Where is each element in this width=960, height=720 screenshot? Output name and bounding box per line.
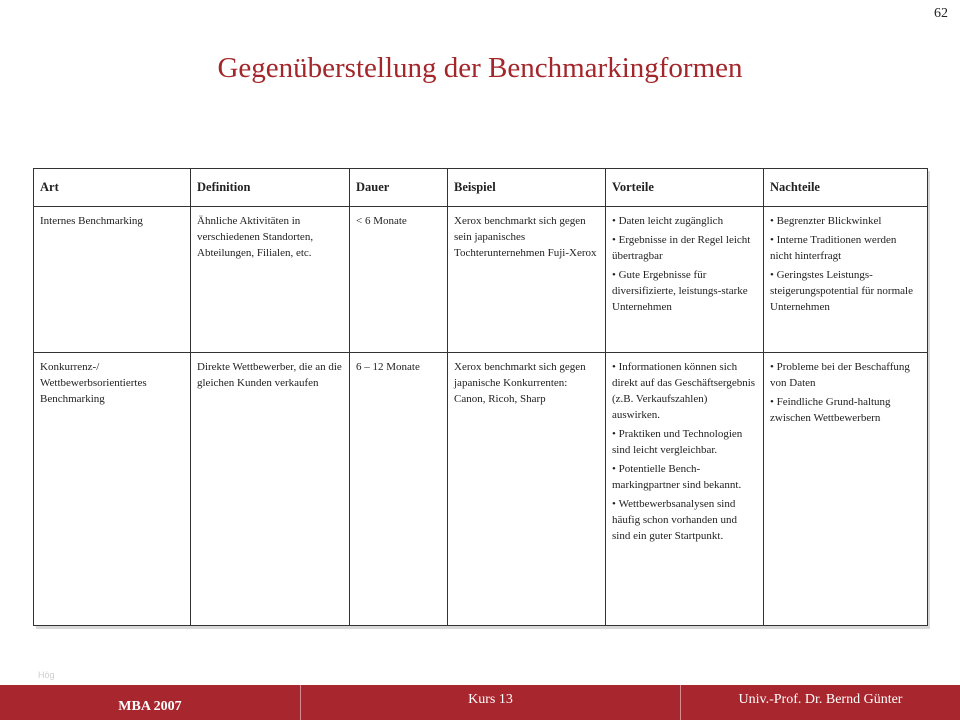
- list-item: • Interne Traditionen werden nicht hinterfragt: [770, 232, 921, 264]
- list-item: • Begrenzter Blickwinkel: [770, 213, 921, 229]
- vorteile-list: [612, 213, 757, 315]
- list-item: • Gute Ergebnisse für diversifizierte, leistungs-starke Unternehmen: [612, 267, 757, 315]
- header-nachteile: Nachteile: [764, 169, 928, 207]
- footer-author: Univ.-Prof. Dr. Bernd Günter: [680, 685, 960, 720]
- cell-nachteile: [764, 352, 928, 626]
- cell-dauer: < 6 Monate: [350, 207, 448, 353]
- cell-dauer: 6 – 12 Monate: [350, 352, 448, 626]
- list-item: • Probleme bei der Beschaffung von Daten: [770, 359, 921, 391]
- cell-definition: Ähnliche Aktivitäten in verschiedenen Standorten, Abteilungen, Filialen, etc.: [191, 207, 350, 353]
- table-row: [34, 207, 928, 353]
- list-item: • Informationen können sich direkt auf das Geschäftsergebnis (z.B. Verkaufszahlen) auswirken.: [612, 359, 757, 423]
- watermark: Hög: [38, 670, 55, 680]
- header-dauer: Dauer: [350, 169, 448, 207]
- footer-bar: [0, 685, 960, 720]
- cell-art: Konkurrenz-/ Wettbewerbsorientiertes Benchmarking: [34, 352, 191, 626]
- list-item: • Ergebnisse in der Regel leicht übertragbar: [612, 232, 757, 264]
- list-item: • Potentielle Bench-markingpartner sind bekannt.: [612, 461, 757, 493]
- cell-beispiel: Xerox benchmarkt sich gegen japanische Konkurrenten: Canon, Ricoh, Sharp: [448, 352, 606, 626]
- cell-beispiel: Xerox benchmarkt sich gegen sein japanisches Tochterunternehmen Fuji-Xerox: [448, 207, 606, 353]
- cell-vorteile: [606, 207, 764, 353]
- list-item: • Feindliche Grund-haltung zwischen Wettbewerbern: [770, 394, 921, 426]
- header-definition: Definition: [191, 169, 350, 207]
- cell-nachteile: [764, 207, 928, 353]
- cell-vorteile: [606, 352, 764, 626]
- table-container: [33, 168, 927, 626]
- page-title: Gegenüberstellung der Benchmarkingformen: [217, 52, 743, 84]
- header-beispiel: Beispiel: [448, 169, 606, 207]
- page-number: 62: [934, 6, 948, 21]
- benchmarking-table: [33, 168, 928, 626]
- table-header-row: [34, 169, 928, 207]
- list-item: • Praktiken und Technologien sind leicht vergleichbar.: [612, 426, 757, 458]
- table-row: [34, 352, 928, 626]
- cell-art: Internes Benchmarking: [34, 207, 191, 353]
- list-item: • Wettbewerbsanalysen sind häufig schon vorhanden und sind ein guter Startpunkt.: [612, 496, 757, 544]
- nachteile-list: [770, 213, 921, 315]
- header-vorteile: Vorteile: [606, 169, 764, 207]
- list-item: • Daten leicht zugänglich: [612, 213, 757, 229]
- header-art: Art: [34, 169, 191, 207]
- nachteile-list: [770, 359, 921, 426]
- cell-definition: Direkte Wettbewerber, die an die gleichen Kunden verkaufen: [191, 352, 350, 626]
- footer-course: Kurs 13: [300, 685, 680, 720]
- list-item: • Geringstes Leistungs-steigerungspotential für normale Unternehmen: [770, 267, 921, 315]
- vorteile-list: [612, 359, 757, 544]
- footer-program: MBA 2007: [118, 698, 182, 714]
